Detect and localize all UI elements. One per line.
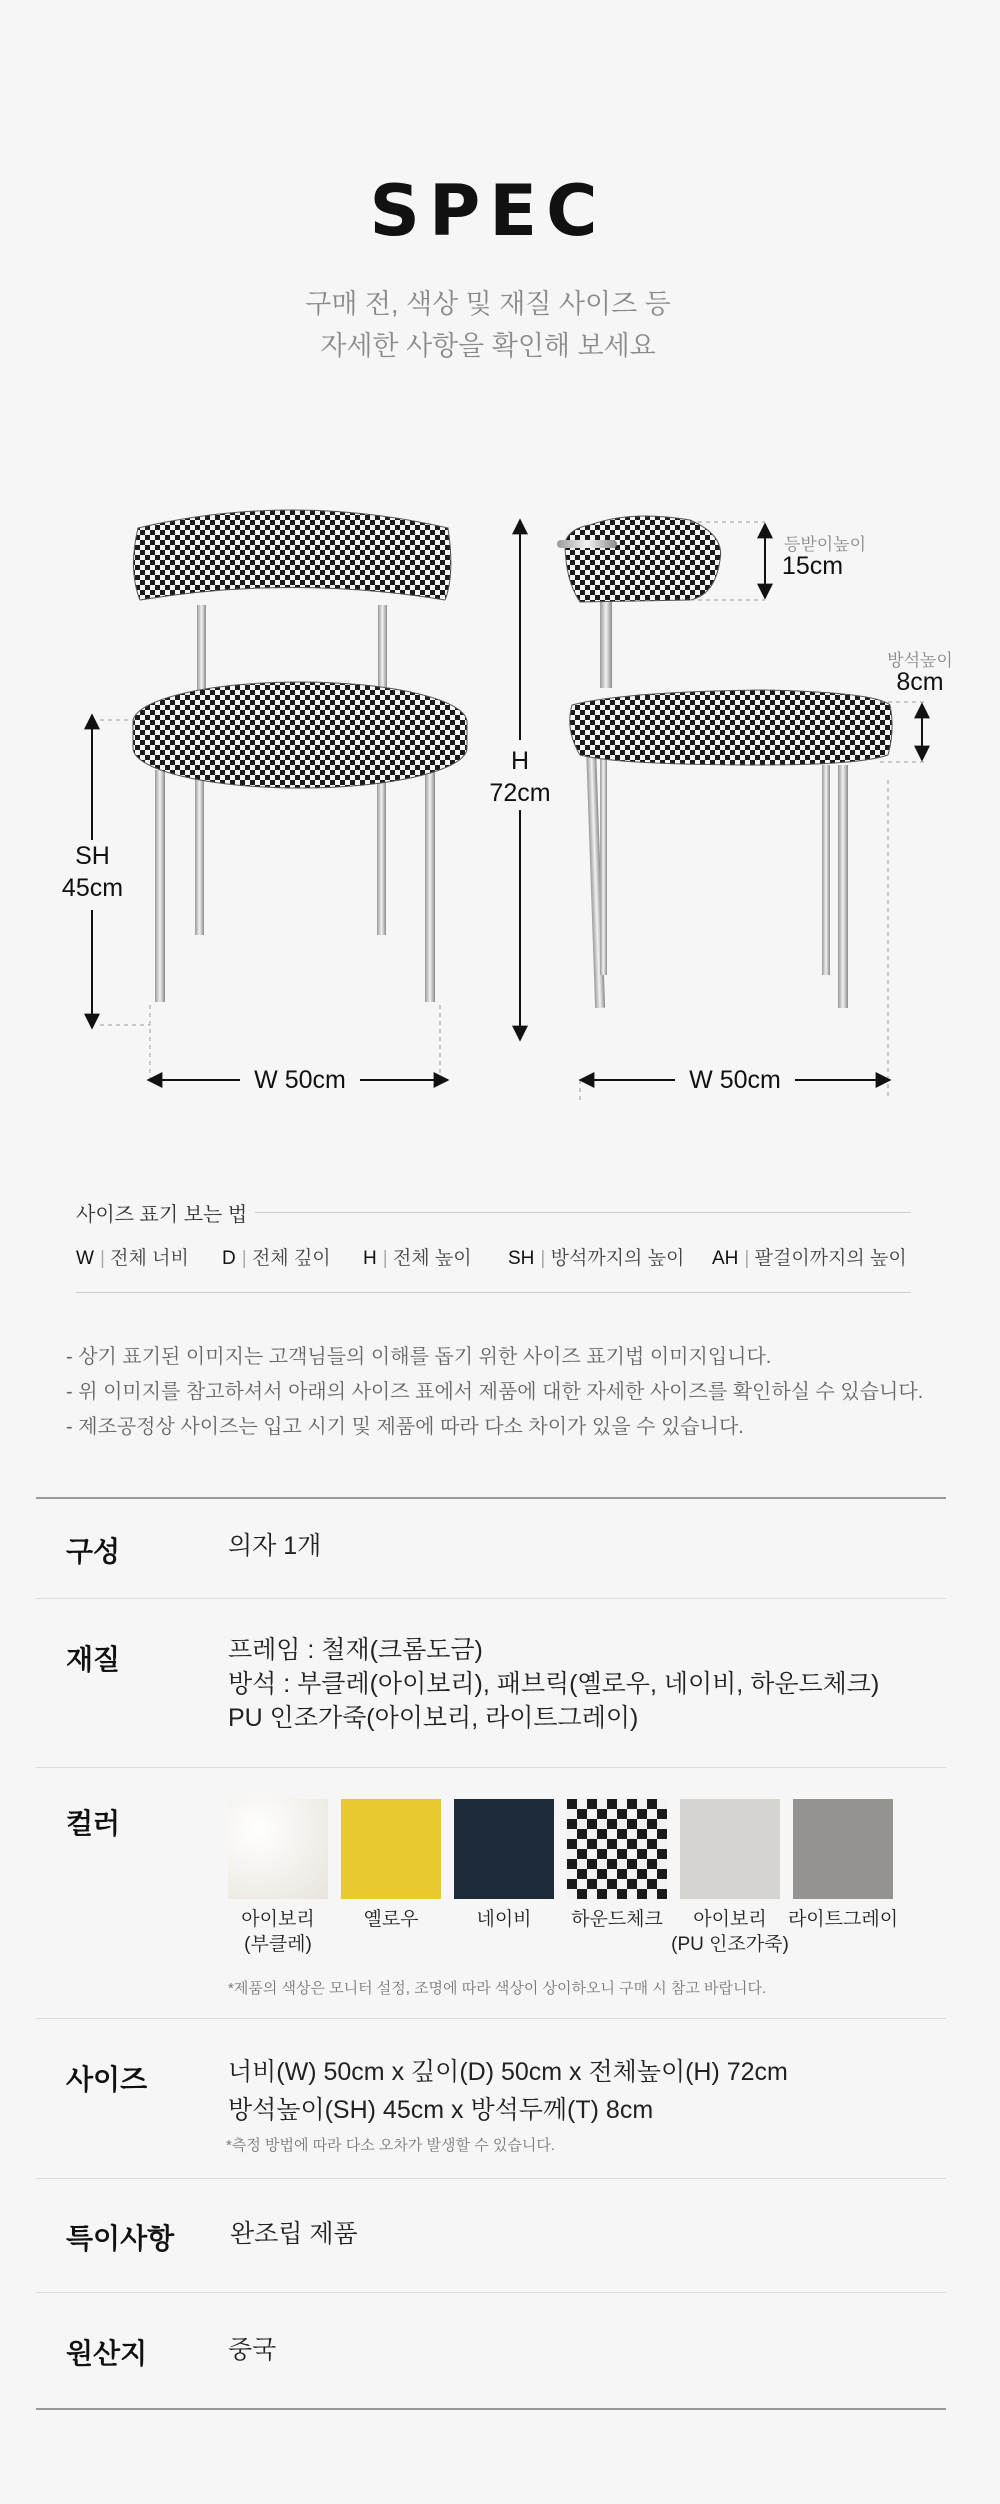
side-chair-illustration [557,516,892,1008]
swatch-light-gray [793,1799,893,1899]
swatch-label-ivory-boucle: 아이보리 (부클레) [241,1909,315,1955]
back-height-value: 15cm [781,552,844,580]
origin-value: 중국 [228,2336,277,2364]
swatch-ivory-pu [680,1799,780,1899]
legend-bottom-divider [76,1292,911,1293]
composition-label: 구성 [66,1536,121,1567]
swatch-label-navy: 네이비 [476,1909,532,1930]
legend-title: 사이즈 표기 보는 법 [76,1204,248,1226]
table-bottom-border [36,2408,946,2410]
composition-value: 의자 1개 [228,1532,322,1560]
legend-item-ah: AH | 팔걸이까지의 높이 [712,1248,907,1269]
origin-label: 원산지 [66,2338,148,2369]
material-label: 재질 [66,1644,121,1675]
h-value: 72cm [489,779,551,807]
size-label: 사이즈 [66,2064,148,2095]
swatch-label-yellow: 옐로우 [363,1909,419,1930]
front-chair-illustration [133,510,467,1002]
special-value: 완조립 제품 [230,2220,358,2248]
legend-item-h: H | 전체 높이 [363,1248,472,1269]
subtitle-line-1: 구매 전, 색상 및 재질 사이즈 등 [305,289,671,319]
material-line-3: PU 인조가죽(아이보리, 라이트그레이) [228,1704,639,1732]
seat-thickness-value: 8cm [896,668,944,696]
seat-thickness-label: 방석높이 [887,651,953,670]
sh-label: SH [75,842,110,870]
page-title: SPEC [369,170,607,252]
swatch-label-houndstooth: 하운드체크 [571,1909,663,1930]
side-width-label: W 50cm [689,1066,781,1094]
row-divider [36,2292,946,2293]
row-divider [36,1767,946,1768]
legend-item-w: W | 전체 너비 [76,1248,189,1269]
size-line-2: 방석높이(SH) 45cm x 방석두께(T) 8cm [228,2096,654,2124]
note-3: - 제조공정상 사이즈는 입고 시기 및 제품에 따라 다소 차이가 있을 수 있습니다. [66,1416,744,1438]
sh-value: 45cm [61,874,124,902]
legend-item-sh: SH | 방석까지의 높이 [508,1248,685,1269]
material-line-2: 방석 : 부클레(아이보리), 패브릭(옐로우, 네이비, 하운드체크) [228,1670,880,1698]
note-2: - 위 이미지를 참고하셔서 아래의 사이즈 표에서 제품에 대한 자세한 사이즈를 확인하실 수 있습니다. [66,1381,924,1403]
swatch-navy [454,1799,554,1899]
note-1: - 상기 표기된 이미지는 고객님들의 이해를 돕기 위한 사이즈 표기법 이미지입니다. [66,1346,772,1368]
row-divider [36,2018,946,2019]
color-label: 컬러 [66,1808,121,1839]
table-top-border [36,1497,946,1499]
subtitle-line-2: 자세한 사항을 확인해 보세요 [320,331,656,361]
size-line-1: 너비(W) 50cm x 깊이(D) 50cm x 전체높이(H) 72cm [228,2058,788,2086]
material-line-1: 프레임 : 철재(크롬도금) [228,1636,483,1664]
row-divider [36,2178,946,2179]
swatch-yellow [341,1799,441,1899]
legend-divider [255,1212,911,1213]
color-note: *제품의 색상은 모니터 설정, 조명에 따라 색상이 상이하오니 구매 시 참고 바랍니다. [228,1980,767,1997]
swatch-ivory-boucle [228,1799,328,1899]
swatch-label-light-gray: 라이트그레이 [787,1909,899,1930]
legend-item-d: D | 전체 깊이 [222,1248,331,1269]
front-width-label: W 50cm [254,1066,346,1094]
back-height-label: 등받이높이 [783,535,867,554]
swatch-houndstooth [567,1799,667,1899]
h-label: H [510,747,530,775]
special-label: 특이사항 [66,2223,175,2254]
swatch-label-ivory-pu: 아이보리 (PU 인조가죽) [671,1909,789,1955]
size-note: *측정 방법에 따라 다소 오차가 발생할 수 있습니다. [226,2137,555,2154]
row-divider [36,1598,946,1599]
